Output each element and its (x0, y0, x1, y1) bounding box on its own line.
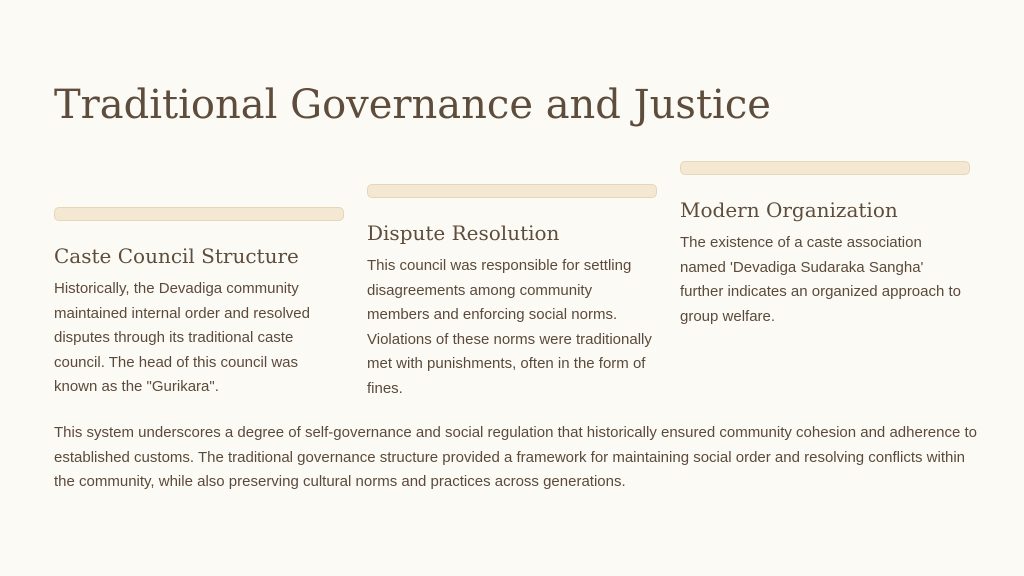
card-body: This council was responsible for settling disagreements among community members and enforcing social norms. Violations of these norms were traditionally met with punishments, often in the form of fines. (367, 257, 652, 397)
card-heading: Dispute Resolution (367, 221, 560, 245)
card-body: The existence of a caste association named 'Devadiga Sudaraka Sangha' further indicates an organized approach to group welfare. (680, 234, 962, 325)
card-body: Historically, the Devadiga community maintained internal order and resolved disputes through its traditional caste council. The head of this council was known as the "Gurikara". (54, 280, 310, 395)
card-accent-bar (54, 207, 344, 221)
card-accent-bar (367, 184, 657, 198)
card-accent-bar (680, 161, 970, 175)
card-caste-council (54, 207, 344, 400)
card-dispute-resolution (367, 184, 657, 401)
card-heading: Caste Council Structure (54, 244, 299, 268)
card-heading: Modern Organization (680, 198, 898, 222)
page-title: Traditional Governance and Justice (54, 82, 771, 128)
summary-paragraph: This system underscores a degree of self-governance and social regulation that historically ensured community cohesion and adherence to established customs. The traditional governance structure provided a framework for maintaining social order and resolving conflicts within the community, while also preserving cultural norms and practices across generations. (54, 424, 978, 490)
card-modern-organization (680, 161, 970, 329)
